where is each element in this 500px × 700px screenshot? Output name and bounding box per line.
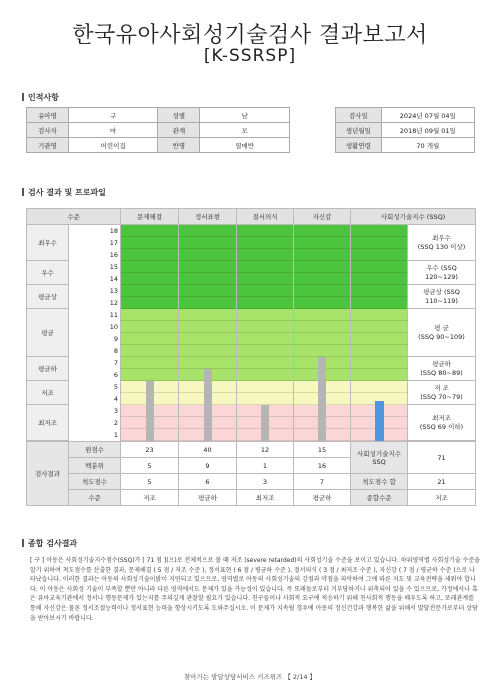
score-bar — [261, 405, 269, 441]
ssq-level-label: 최저조 (SSQ 69 이하) — [408, 405, 475, 441]
results-value: 3 — [237, 474, 294, 490]
chart-category-label: 문제해결 — [121, 209, 179, 225]
chart-header-row — [27, 209, 476, 225]
info-value: 구 — [68, 108, 158, 123]
info-value: 2018년 09월 01일 — [381, 123, 474, 138]
results-row-label: 원점수 — [69, 442, 121, 458]
y-tick-label: 5 — [113, 383, 118, 391]
info-value: 모 — [200, 123, 290, 138]
score-bar — [318, 357, 326, 441]
results-value: 평균하 — [294, 490, 351, 506]
chart-header-level: 수준 — [27, 209, 121, 225]
chart-category-label: 사회성기술지수 (SSQ) — [351, 209, 476, 225]
info-label: 유아명 — [27, 108, 69, 123]
page-footer: 찾아가는 발달상담서비스 키즈위즈 【 2/14 】 — [183, 673, 317, 681]
section-personal-info-heading — [22, 92, 59, 103]
results-row-label: 수준 — [69, 490, 121, 506]
ssq-bar — [375, 401, 384, 441]
scale-sum-value: 21 — [408, 474, 476, 490]
info-row — [27, 123, 290, 138]
info-row — [27, 138, 290, 153]
y-tick-label: 9 — [113, 335, 118, 343]
scale-sum-label: 척도점수 합 — [351, 474, 408, 490]
results-value: 7 — [294, 474, 351, 490]
ssq-level-label: 평균하 (SSQ 80~89) — [408, 357, 475, 381]
ssq-level-label: 평균상 (SSQ 110~119) — [408, 285, 475, 309]
section-marker-icon — [22, 539, 24, 547]
info-label: 생활연령 — [336, 138, 382, 153]
results-value: 5 — [121, 458, 179, 474]
level-label: 평균하 — [27, 357, 68, 381]
info-label: 관계 — [158, 123, 200, 138]
info-label: 생년월일 — [336, 123, 382, 138]
section-marker-icon — [22, 188, 24, 196]
chart-column — [294, 225, 351, 442]
ssq-level-label: 우수 (SSQ 120~129) — [408, 261, 475, 285]
ssq-value: 71 — [408, 442, 476, 474]
chart-column — [121, 225, 179, 442]
y-tick-label: 10 — [109, 323, 118, 331]
chart-category-label: 정서표현 — [179, 209, 237, 225]
results-value: 12 — [237, 442, 294, 458]
report-subtitle: [K-SSRSP] — [203, 46, 297, 66]
y-tick-label: 3 — [113, 407, 118, 415]
ssq-level-label: 최우수 (SSQ 130 이상) — [408, 225, 475, 261]
overall-level-label: 종합수준 — [351, 490, 408, 506]
section-marker-icon — [22, 93, 24, 101]
section-title: 검사 결과 및 프로파일 — [28, 188, 106, 197]
report-title: 한국유아사회성기술검사 결과보고서 — [72, 23, 428, 48]
level-column — [27, 225, 69, 442]
y-tick-label: 15 — [109, 263, 118, 271]
overall-level-value: 저조 — [408, 490, 476, 506]
results-value: 15 — [294, 442, 351, 458]
results-value: 40 — [179, 442, 237, 458]
results-value: 23 — [121, 442, 179, 458]
test-info-table — [335, 107, 475, 153]
y-tick-label: 12 — [109, 299, 118, 307]
y-tick-label: 11 — [109, 311, 118, 319]
results-value: 저조 — [121, 490, 179, 506]
chart-category-label: 자신감 — [294, 209, 351, 225]
info-value: 남 — [200, 108, 290, 123]
info-row — [27, 108, 290, 123]
info-label: 기관명 — [27, 138, 69, 153]
results-value: 최저조 — [237, 490, 294, 506]
y-tick-label: 6 — [113, 371, 118, 379]
y-tick-label: 13 — [109, 287, 118, 295]
chart-column — [351, 225, 408, 442]
score-bar — [146, 381, 154, 441]
chart-column — [237, 225, 294, 442]
level-label: 평균상 — [27, 285, 68, 309]
info-value: 마 — [68, 123, 158, 138]
chart-category-label: 절서의식 — [237, 209, 294, 225]
section-title: 종합 검사결과 — [28, 539, 78, 548]
y-tick-label: 16 — [109, 251, 118, 259]
y-tick-label: 18 — [109, 227, 118, 235]
y-tick-label: 14 — [109, 275, 118, 283]
results-row-label: 백분위 — [69, 458, 121, 474]
summary-text: [ 구 ] 아동은 사회성기술지수점수(SSQ)가 [ 71 점 ](으)로 전체적으로 볼 때 저조 (severe retarded)의 사회성기술 수준을 보이고 있습니다. 하위영역별 사회성기술 수준을 알기 위하여 척도점수를 산출한 결과, 문제해결 ( 5 점 / 저조 수준 ), 정서표현 ( 6 점 / 평균하 수준 ), 절서의식 ( 3 점 / 최저조 수준 ), 자신감 ( 7 점 / 평균하 수준 )으로 나타났습니다. 이러한 결과는 아동의 사회성기술이밝이 지연되고 있으므로, 영역별로 아동의 사회성기술의 강점과 약점을 파악하여 그에 따른 지도 및 교육전략을 세워야 합니다. 이 아동은 사회성 기술이 부족할 뿐만 아니라 다른 영역에서도 문제가 있을 가능성이 있습니다. 즉 또래들로부터 거부당하거나 위축되어 있을 수 있으므로, 가정에서나 혹은 유아교육기관에서 정서나 행동문제가 있는지를 주의깊게 관찰할 필요가 있습니다. 친구들이나 사회적 요구에 적응하기 위해 친사회적 행동을 배우도록 하고, 또래관계를 통해 자신감은 물론 정서조절능력이나 정서표현 능력을 향상시키도록 도와주십시오. 이 문제가 지속될 경우에 아동의 정신건강과 행복한 삶을 위해서 발달전문가로부터 상담을 받아보시기 바랍니다. — [30, 557, 480, 622]
section-title: 인적사항 — [28, 93, 59, 102]
info-label: 성별 — [158, 108, 200, 123]
info-value: 70 개월 — [381, 138, 474, 153]
ssq-level-column — [408, 225, 476, 442]
y-tick-label: 17 — [109, 239, 118, 247]
info-value: 2024년 07월 04일 — [381, 108, 474, 123]
results-value: 9 — [179, 458, 237, 474]
level-label: 최우수 — [27, 225, 68, 261]
results-label: 검사결과 — [27, 442, 69, 506]
y-tick-label: 8 — [113, 347, 118, 355]
results-value: 평균하 — [179, 490, 237, 506]
ssq-level-label: 저 조 (SSQ 70~79) — [408, 381, 475, 405]
info-row — [336, 123, 475, 138]
level-label: 최저조 — [27, 405, 68, 441]
section-summary-heading — [22, 538, 77, 549]
section-results-heading — [22, 187, 106, 198]
ssq-level-label: 평 균 (SSQ 90~109) — [408, 309, 475, 357]
chart-column — [179, 225, 237, 442]
level-label: 평균 — [27, 309, 68, 357]
y-axis-ticks — [69, 225, 121, 442]
results-row — [27, 490, 476, 506]
results-value: 16 — [294, 458, 351, 474]
results-row-label: 척도점수 — [69, 474, 121, 490]
ssq-label: 사회성기술지수 SSQ — [351, 442, 408, 474]
results-value: 6 — [179, 474, 237, 490]
info-label: 검사일 — [336, 108, 382, 123]
y-tick-label: 4 — [113, 395, 118, 403]
info-value: 열매반 — [200, 138, 290, 153]
results-row — [27, 474, 476, 490]
info-label: 반명 — [158, 138, 200, 153]
results-row — [27, 442, 476, 458]
info-value: 어린이집 — [68, 138, 158, 153]
y-tick-label: 2 — [113, 419, 118, 427]
info-label: 검사자 — [27, 123, 69, 138]
info-row — [336, 108, 475, 123]
personal-info-table — [26, 107, 290, 153]
chart-body-row — [27, 225, 476, 442]
info-row — [336, 138, 475, 153]
profile-chart — [26, 208, 476, 506]
score-bar — [204, 369, 212, 441]
y-tick-label: 7 — [113, 359, 118, 367]
y-tick-label: 1 — [113, 431, 118, 439]
level-label: 저조 — [27, 381, 68, 405]
results-value: 5 — [121, 474, 179, 490]
results-value: 1 — [237, 458, 294, 474]
level-label: 우수 — [27, 261, 68, 285]
